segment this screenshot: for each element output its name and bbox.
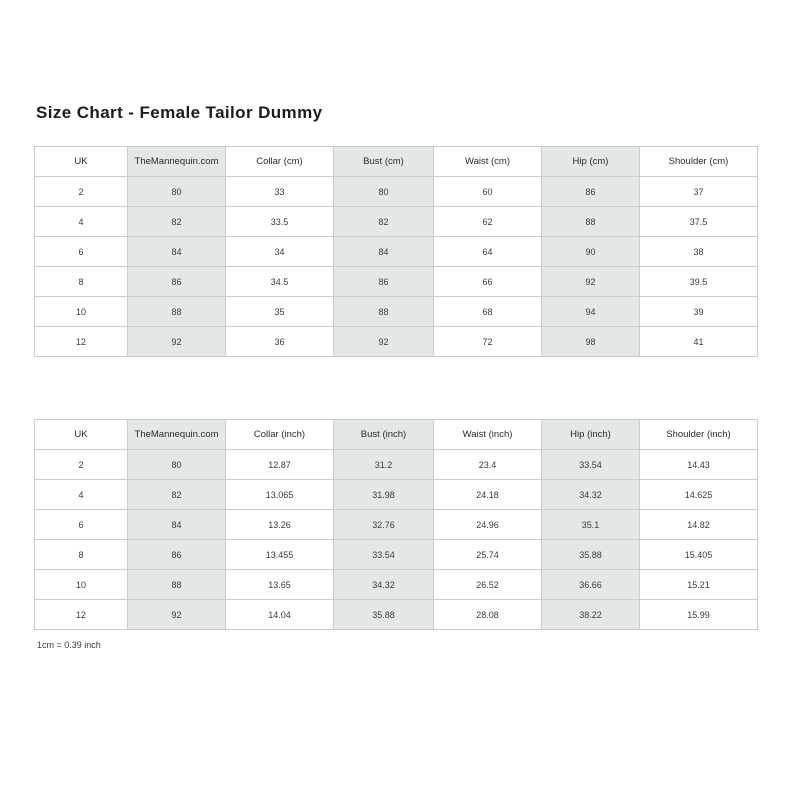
column-header: Shoulder (cm): [640, 147, 758, 177]
table-cell: 14.625: [640, 480, 758, 510]
table-row: [35, 510, 758, 540]
column-header: UK: [35, 147, 128, 177]
table-cell: 33.5: [226, 207, 334, 237]
table-cell: 66: [434, 267, 542, 297]
table-cell: 8: [35, 267, 128, 297]
table-cell: 13.26: [226, 510, 334, 540]
column-header: Bust (cm): [334, 147, 434, 177]
table-cell: 24.96: [434, 510, 542, 540]
size-table-cm: [34, 146, 758, 357]
table-cell: 34.32: [542, 480, 640, 510]
table-cell: 60: [434, 177, 542, 207]
table-cell: 2: [35, 450, 128, 480]
table-header-row: [35, 147, 758, 177]
column-header: Collar (cm): [226, 147, 334, 177]
table-cell: 84: [128, 237, 226, 267]
table-cell: 39: [640, 297, 758, 327]
table-cell: 84: [128, 510, 226, 540]
table-cell: 94: [542, 297, 640, 327]
table-row: [35, 540, 758, 570]
table-cell: 33: [226, 177, 334, 207]
table-cell: 12: [35, 327, 128, 357]
table-row: [35, 177, 758, 207]
table-row: [35, 480, 758, 510]
table-cell: 23.4: [434, 450, 542, 480]
size-table-inch: [34, 419, 758, 630]
table-cell: 64: [434, 237, 542, 267]
table-cell: 36.66: [542, 570, 640, 600]
table-cell: 88: [128, 297, 226, 327]
table-row: [35, 237, 758, 267]
table-cell: 92: [542, 267, 640, 297]
table-cell: 4: [35, 207, 128, 237]
table-cell: 14.82: [640, 510, 758, 540]
table-row: [35, 600, 758, 630]
page-title: Size Chart - Female Tailor Dummy: [36, 103, 323, 122]
table-cell: 72: [434, 327, 542, 357]
table-cell: 35.88: [542, 540, 640, 570]
table-cell: 4: [35, 480, 128, 510]
column-header: Hip (inch): [542, 420, 640, 450]
table-cell: 86: [128, 267, 226, 297]
table-cell: 88: [128, 570, 226, 600]
table-cell: 86: [542, 177, 640, 207]
table-cell: 68: [434, 297, 542, 327]
table-cell: 92: [128, 600, 226, 630]
table-cell: 41: [640, 327, 758, 357]
table-cell: 34.32: [334, 570, 434, 600]
table-row: [35, 267, 758, 297]
table-cell: 39.5: [640, 267, 758, 297]
table-row: [35, 327, 758, 357]
table-cell: 35: [226, 297, 334, 327]
table-cell: 92: [334, 327, 434, 357]
table-cell: 26.52: [434, 570, 542, 600]
table-cell: 6: [35, 237, 128, 267]
table-cell: 86: [334, 267, 434, 297]
table-cell: 15.21: [640, 570, 758, 600]
table-cell: 10: [35, 570, 128, 600]
table-cell: 80: [128, 450, 226, 480]
column-header: TheMannequin.com: [128, 420, 226, 450]
table-cell: 13.65: [226, 570, 334, 600]
table-cell: 88: [334, 297, 434, 327]
table-cell: 6: [35, 510, 128, 540]
table-cell: 15.405: [640, 540, 758, 570]
table-cell: 98: [542, 327, 640, 357]
table-cell: 24.18: [434, 480, 542, 510]
table-cell: 13.065: [226, 480, 334, 510]
table-cell: 12.87: [226, 450, 334, 480]
table-cell: 13.455: [226, 540, 334, 570]
table-cell: 80: [128, 177, 226, 207]
table-cell: 62: [434, 207, 542, 237]
table-cell: 90: [542, 237, 640, 267]
column-header: TheMannequin.com: [128, 147, 226, 177]
column-header: Collar (inch): [226, 420, 334, 450]
conversion-note: 1cm = 0.39 inch: [37, 640, 101, 650]
table-cell: 82: [128, 207, 226, 237]
column-header: Hip (cm): [542, 147, 640, 177]
table-cell: 15.99: [640, 600, 758, 630]
table-cell: 82: [128, 480, 226, 510]
table-cell: 92: [128, 327, 226, 357]
table-cell: 86: [128, 540, 226, 570]
table-cell: 37.5: [640, 207, 758, 237]
table-cell: 33.54: [542, 450, 640, 480]
table-cell: 28.08: [434, 600, 542, 630]
table-cell: 32.76: [334, 510, 434, 540]
table-cell: 88: [542, 207, 640, 237]
table-cell: 34: [226, 237, 334, 267]
column-header: Waist (cm): [434, 147, 542, 177]
table-cell: 82: [334, 207, 434, 237]
table-cell: 33.54: [334, 540, 434, 570]
table-header-row: [35, 420, 758, 450]
table-cell: 31.2: [334, 450, 434, 480]
column-header: UK: [35, 420, 128, 450]
table-cell: 14.04: [226, 600, 334, 630]
table-cell: 2: [35, 177, 128, 207]
table-cell: 38: [640, 237, 758, 267]
table-cell: 31.98: [334, 480, 434, 510]
table-row: [35, 450, 758, 480]
table-cell: 36: [226, 327, 334, 357]
table-cell: 38.22: [542, 600, 640, 630]
column-header: Shoulder (inch): [640, 420, 758, 450]
table-cell: 37: [640, 177, 758, 207]
table-cell: 14.43: [640, 450, 758, 480]
table-cell: 12: [35, 600, 128, 630]
table-row: [35, 207, 758, 237]
table-cell: 35.88: [334, 600, 434, 630]
column-header: Waist (inch): [434, 420, 542, 450]
table-cell: 84: [334, 237, 434, 267]
table-cell: 10: [35, 297, 128, 327]
table-row: [35, 570, 758, 600]
table-row: [35, 297, 758, 327]
table-cell: 25.74: [434, 540, 542, 570]
table-cell: 35.1: [542, 510, 640, 540]
column-header: Bust (inch): [334, 420, 434, 450]
table-cell: 8: [35, 540, 128, 570]
table-cell: 80: [334, 177, 434, 207]
table-cell: 34.5: [226, 267, 334, 297]
